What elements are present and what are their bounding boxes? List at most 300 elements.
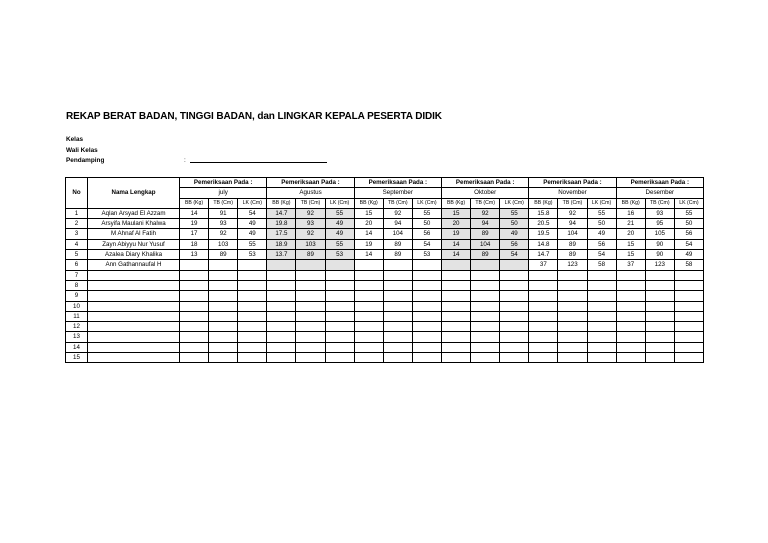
row-number: 3	[66, 229, 88, 239]
measurement-cell: 15	[616, 250, 645, 260]
measurement-cell	[558, 301, 587, 311]
measurement-cell	[471, 342, 500, 352]
table-row	[66, 322, 704, 332]
measurement-cell	[558, 342, 587, 352]
sub-header: BB (Kg)	[529, 198, 558, 208]
measurement-cell	[383, 260, 412, 270]
student-name: Ann Gathannaufal H	[88, 260, 180, 270]
measurement-cell	[238, 342, 267, 352]
rekap-table	[65, 177, 704, 363]
sub-header: BB (Kg)	[616, 198, 645, 208]
group-header: Pemeriksaan Pada :	[354, 178, 441, 188]
measurement-cell	[500, 342, 529, 352]
measurement-cell: 55	[238, 239, 267, 249]
measurement-cell: 91	[209, 208, 238, 218]
name-header: Nama Lengkap	[88, 178, 180, 209]
measurement-cell	[325, 311, 354, 321]
measurement-cell: 15.8	[529, 208, 558, 218]
table-row	[66, 270, 704, 280]
measurement-cell: 90	[645, 250, 674, 260]
measurement-cell: 94	[471, 219, 500, 229]
measurement-cell	[558, 280, 587, 290]
measurement-cell: 15	[441, 208, 470, 218]
measurement-cell: 49	[674, 250, 703, 260]
measurement-cell	[325, 291, 354, 301]
measurement-cell: 92	[558, 208, 587, 218]
measurement-cell	[325, 353, 354, 363]
measurement-cell	[529, 322, 558, 332]
measurement-cell	[529, 332, 558, 342]
measurement-cell: 17	[180, 229, 209, 239]
measurement-cell	[616, 332, 645, 342]
row-number: 5	[66, 250, 88, 260]
student-name: Azalea Diary Khalika	[88, 250, 180, 260]
kelas-label: Kelas	[66, 136, 84, 143]
measurement-cell: 14	[441, 239, 470, 249]
measurement-cell	[238, 332, 267, 342]
measurement-cell: 13	[180, 250, 209, 260]
measurement-cell	[500, 322, 529, 332]
measurement-cell: 17.5	[267, 229, 296, 239]
student-name	[88, 270, 180, 280]
measurement-cell: 20	[441, 219, 470, 229]
measurement-cell: 37	[616, 260, 645, 270]
measurement-cell	[645, 353, 674, 363]
measurement-cell	[674, 332, 703, 342]
measurement-cell: 18.9	[267, 239, 296, 249]
measurement-cell	[209, 260, 238, 270]
measurement-cell: 14	[180, 208, 209, 218]
measurement-cell	[354, 332, 383, 342]
table-row	[66, 291, 704, 301]
sub-header: BB (Kg)	[267, 198, 296, 208]
measurement-cell: 92	[383, 208, 412, 218]
row-number: 4	[66, 239, 88, 249]
measurement-cell	[500, 301, 529, 311]
measurement-cell	[412, 322, 441, 332]
sub-header: LK (Cm)	[412, 198, 441, 208]
measurement-cell	[238, 311, 267, 321]
measurement-cell: 89	[471, 229, 500, 239]
measurement-cell	[209, 342, 238, 352]
measurement-cell	[529, 270, 558, 280]
group-header: Pemeriksaan Pada :	[529, 178, 616, 188]
student-name: Aqlan Arsyad El Azzam	[88, 208, 180, 218]
student-name: M Ahnaf Al Fatih	[88, 229, 180, 239]
measurement-cell: 53	[238, 250, 267, 260]
measurement-cell: 56	[500, 239, 529, 249]
measurement-cell	[325, 342, 354, 352]
measurement-cell	[471, 322, 500, 332]
measurement-cell: 55	[587, 208, 616, 218]
measurement-cell: 55	[500, 208, 529, 218]
measurement-cell: 20	[616, 229, 645, 239]
month-header-0: july	[180, 188, 267, 198]
measurement-cell: 14.8	[529, 239, 558, 249]
table-row	[66, 280, 704, 290]
measurement-cell	[471, 270, 500, 280]
measurement-cell	[296, 280, 325, 290]
measurement-cell	[616, 353, 645, 363]
sub-header: BB (Kg)	[354, 198, 383, 208]
table-row	[66, 353, 704, 363]
measurement-cell	[354, 322, 383, 332]
sub-header: LK (Cm)	[587, 198, 616, 208]
measurement-cell	[616, 301, 645, 311]
student-name	[88, 353, 180, 363]
measurement-cell: 93	[296, 219, 325, 229]
measurement-cell: 89	[558, 239, 587, 249]
group-header: Pemeriksaan Pada :	[441, 178, 528, 188]
measurement-cell	[296, 291, 325, 301]
measurement-cell	[267, 270, 296, 280]
measurement-cell	[471, 311, 500, 321]
measurement-cell	[325, 332, 354, 342]
measurement-cell	[500, 353, 529, 363]
row-number: 1	[66, 208, 88, 218]
measurement-cell	[412, 270, 441, 280]
measurement-cell	[180, 270, 209, 280]
sub-header: BB (Kg)	[441, 198, 470, 208]
measurement-cell	[412, 301, 441, 311]
row-number: 6	[66, 260, 88, 270]
measurement-cell: 50	[412, 219, 441, 229]
table-row	[66, 311, 704, 321]
measurement-cell	[412, 353, 441, 363]
measurement-cell	[267, 322, 296, 332]
measurement-cell: 123	[645, 260, 674, 270]
pendamping-colon: :	[184, 157, 186, 164]
table-row	[66, 208, 704, 218]
measurement-cell: 50	[587, 219, 616, 229]
measurement-cell	[441, 260, 470, 270]
measurement-cell	[645, 311, 674, 321]
measurement-cell: 16	[616, 208, 645, 218]
measurement-cell	[587, 353, 616, 363]
measurement-cell	[180, 301, 209, 311]
measurement-cell: 89	[296, 250, 325, 260]
table-row	[66, 260, 704, 270]
measurement-cell	[616, 270, 645, 280]
measurement-cell	[529, 280, 558, 290]
measurement-cell: 104	[383, 229, 412, 239]
measurement-cell: 14	[441, 250, 470, 260]
measurement-cell	[558, 353, 587, 363]
table-row	[66, 239, 704, 249]
measurement-cell	[412, 342, 441, 352]
measurement-cell	[412, 311, 441, 321]
measurement-cell	[296, 260, 325, 270]
measurement-cell	[238, 301, 267, 311]
measurement-cell	[296, 332, 325, 342]
measurement-cell	[412, 332, 441, 342]
measurement-cell: 50	[500, 219, 529, 229]
wali-kelas-label: Wali Kelas	[66, 147, 98, 154]
measurement-cell: 20.5	[529, 219, 558, 229]
measurement-cell	[645, 322, 674, 332]
row-number: 9	[66, 291, 88, 301]
measurement-cell: 58	[587, 260, 616, 270]
measurement-cell	[209, 322, 238, 332]
student-name	[88, 280, 180, 290]
measurement-cell	[412, 260, 441, 270]
group-header: Pemeriksaan Pada :	[180, 178, 267, 188]
measurement-cell	[500, 280, 529, 290]
sub-header: TB (Cm)	[296, 198, 325, 208]
measurement-cell	[529, 342, 558, 352]
month-header-5: Desember	[616, 188, 703, 198]
measurement-cell	[209, 353, 238, 363]
page-title: REKAP BERAT BADAN, TINGGI BADAN, dan LINGKAR KEPALA PESERTA DIDIK	[66, 111, 442, 122]
measurement-cell	[558, 291, 587, 301]
measurement-cell	[441, 332, 470, 342]
measurement-cell	[238, 280, 267, 290]
measurement-cell	[674, 322, 703, 332]
measurement-cell	[209, 270, 238, 280]
group-header: Pemeriksaan Pada :	[267, 178, 354, 188]
student-name	[88, 301, 180, 311]
sub-header: LK (Cm)	[500, 198, 529, 208]
measurement-cell	[441, 322, 470, 332]
student-name	[88, 311, 180, 321]
measurement-cell	[383, 322, 412, 332]
measurement-cell	[180, 342, 209, 352]
measurement-cell	[354, 291, 383, 301]
group-header: Pemeriksaan Pada :	[616, 178, 703, 188]
measurement-cell	[238, 260, 267, 270]
pendamping-blank-line	[190, 162, 327, 163]
measurement-cell: 89	[209, 250, 238, 260]
measurement-cell	[325, 280, 354, 290]
measurement-cell	[383, 291, 412, 301]
measurement-cell	[209, 311, 238, 321]
measurement-cell: 19	[354, 239, 383, 249]
row-number: 2	[66, 219, 88, 229]
row-number: 15	[66, 353, 88, 363]
measurement-cell: 19.5	[529, 229, 558, 239]
measurement-cell: 89	[383, 250, 412, 260]
no-header: No	[66, 178, 88, 209]
measurement-cell: 19.8	[267, 219, 296, 229]
measurement-cell: 58	[674, 260, 703, 270]
measurement-cell: 55	[325, 208, 354, 218]
measurement-cell	[500, 311, 529, 321]
measurement-cell: 19	[441, 229, 470, 239]
measurement-cell	[383, 270, 412, 280]
row-number: 13	[66, 332, 88, 342]
measurement-cell: 54	[412, 239, 441, 249]
measurement-cell	[238, 270, 267, 280]
measurement-cell	[267, 311, 296, 321]
measurement-cell: 94	[383, 219, 412, 229]
sub-header: TB (Cm)	[558, 198, 587, 208]
measurement-cell	[529, 291, 558, 301]
measurement-cell	[645, 301, 674, 311]
measurement-cell	[180, 322, 209, 332]
measurement-cell: 56	[412, 229, 441, 239]
student-name	[88, 291, 180, 301]
measurement-cell	[238, 322, 267, 332]
measurement-cell: 123	[558, 260, 587, 270]
measurement-cell	[383, 332, 412, 342]
measurement-cell	[500, 332, 529, 342]
measurement-cell	[325, 322, 354, 332]
measurement-cell	[529, 301, 558, 311]
measurement-cell	[180, 280, 209, 290]
measurement-cell: 20	[354, 219, 383, 229]
table-row	[66, 301, 704, 311]
measurement-cell	[267, 301, 296, 311]
measurement-cell: 103	[209, 239, 238, 249]
measurement-cell	[471, 260, 500, 270]
measurement-cell: 56	[587, 239, 616, 249]
pendamping-label: Pendamping	[66, 157, 105, 164]
measurement-cell: 50	[674, 219, 703, 229]
measurement-cell: 92	[471, 208, 500, 218]
table-row	[66, 342, 704, 352]
measurement-cell: 14	[354, 229, 383, 239]
measurement-cell	[354, 280, 383, 290]
measurement-cell	[238, 291, 267, 301]
sub-header: TB (Cm)	[645, 198, 674, 208]
measurement-cell	[267, 291, 296, 301]
measurement-cell	[383, 280, 412, 290]
sub-header: BB (Kg)	[180, 198, 209, 208]
measurement-cell	[296, 342, 325, 352]
measurement-cell	[325, 260, 354, 270]
measurement-cell: 103	[296, 239, 325, 249]
row-number: 10	[66, 301, 88, 311]
measurement-cell	[354, 311, 383, 321]
measurement-cell: 49	[325, 229, 354, 239]
measurement-cell	[587, 280, 616, 290]
measurement-cell	[296, 353, 325, 363]
measurement-cell: 93	[209, 219, 238, 229]
measurement-cell	[558, 270, 587, 280]
measurement-cell	[674, 342, 703, 352]
measurement-cell: 15	[354, 208, 383, 218]
student-name	[88, 342, 180, 352]
measurement-cell: 94	[558, 219, 587, 229]
measurement-cell	[441, 270, 470, 280]
measurement-cell: 49	[587, 229, 616, 239]
measurement-cell: 15	[616, 239, 645, 249]
student-name: Zayn Abiyyu Nur Yusuf	[88, 239, 180, 249]
measurement-cell	[558, 322, 587, 332]
measurement-cell	[383, 311, 412, 321]
measurement-cell	[267, 280, 296, 290]
measurement-cell	[587, 291, 616, 301]
measurement-cell: 89	[558, 250, 587, 260]
month-header-4: November	[529, 188, 616, 198]
measurement-cell: 14	[354, 250, 383, 260]
sub-header: TB (Cm)	[383, 198, 412, 208]
table-row	[66, 219, 704, 229]
student-name	[88, 322, 180, 332]
table-row	[66, 332, 704, 342]
measurement-cell: 95	[645, 219, 674, 229]
measurement-cell: 56	[674, 229, 703, 239]
measurement-cell	[209, 291, 238, 301]
sub-header: LK (Cm)	[238, 198, 267, 208]
measurement-cell	[180, 291, 209, 301]
measurement-cell	[674, 270, 703, 280]
measurement-cell: 89	[471, 250, 500, 260]
measurement-cell: 37	[529, 260, 558, 270]
measurement-cell	[267, 342, 296, 352]
measurement-cell: 54	[500, 250, 529, 260]
measurement-cell	[587, 342, 616, 352]
measurement-cell	[471, 353, 500, 363]
student-name: Arsyifa Maulani Khalwa	[88, 219, 180, 229]
measurement-cell	[500, 291, 529, 301]
measurement-cell: 54	[238, 208, 267, 218]
measurement-cell	[500, 260, 529, 270]
measurement-cell: 49	[500, 229, 529, 239]
row-number: 11	[66, 311, 88, 321]
measurement-cell	[587, 311, 616, 321]
measurement-cell: 14.7	[267, 208, 296, 218]
measurement-cell	[296, 270, 325, 280]
student-name	[88, 332, 180, 342]
measurement-cell	[354, 353, 383, 363]
row-number: 7	[66, 270, 88, 280]
measurement-cell	[616, 342, 645, 352]
measurement-cell	[616, 291, 645, 301]
measurement-cell	[180, 353, 209, 363]
measurement-cell: 49	[238, 219, 267, 229]
month-header-1: Agustus	[267, 188, 354, 198]
measurement-cell	[209, 280, 238, 290]
table-row	[66, 250, 704, 260]
measurement-cell	[383, 301, 412, 311]
measurement-cell: 55	[674, 208, 703, 218]
measurement-cell	[616, 322, 645, 332]
measurement-cell	[267, 332, 296, 342]
measurement-cell	[441, 353, 470, 363]
measurement-cell	[674, 353, 703, 363]
measurement-cell	[471, 291, 500, 301]
measurement-cell	[471, 280, 500, 290]
measurement-cell	[471, 332, 500, 342]
measurement-cell: 54	[587, 250, 616, 260]
measurement-cell: 89	[383, 239, 412, 249]
measurement-cell	[354, 342, 383, 352]
measurement-cell	[441, 311, 470, 321]
measurement-cell: 49	[325, 219, 354, 229]
month-header-2: September	[354, 188, 441, 198]
measurement-cell	[558, 311, 587, 321]
measurement-cell	[267, 260, 296, 270]
measurement-cell: 90	[645, 239, 674, 249]
measurement-cell	[441, 301, 470, 311]
measurement-cell	[587, 332, 616, 342]
measurement-cell	[296, 301, 325, 311]
measurement-cell: 19	[180, 219, 209, 229]
measurement-cell	[645, 332, 674, 342]
measurement-cell	[180, 311, 209, 321]
row-number: 8	[66, 280, 88, 290]
measurement-cell	[645, 280, 674, 290]
measurement-cell	[441, 342, 470, 352]
measurement-cell	[441, 280, 470, 290]
row-number: 12	[66, 322, 88, 332]
measurement-cell	[616, 311, 645, 321]
measurement-cell: 14.7	[529, 250, 558, 260]
sub-header: TB (Cm)	[209, 198, 238, 208]
measurement-cell	[529, 311, 558, 321]
measurement-cell	[383, 342, 412, 352]
